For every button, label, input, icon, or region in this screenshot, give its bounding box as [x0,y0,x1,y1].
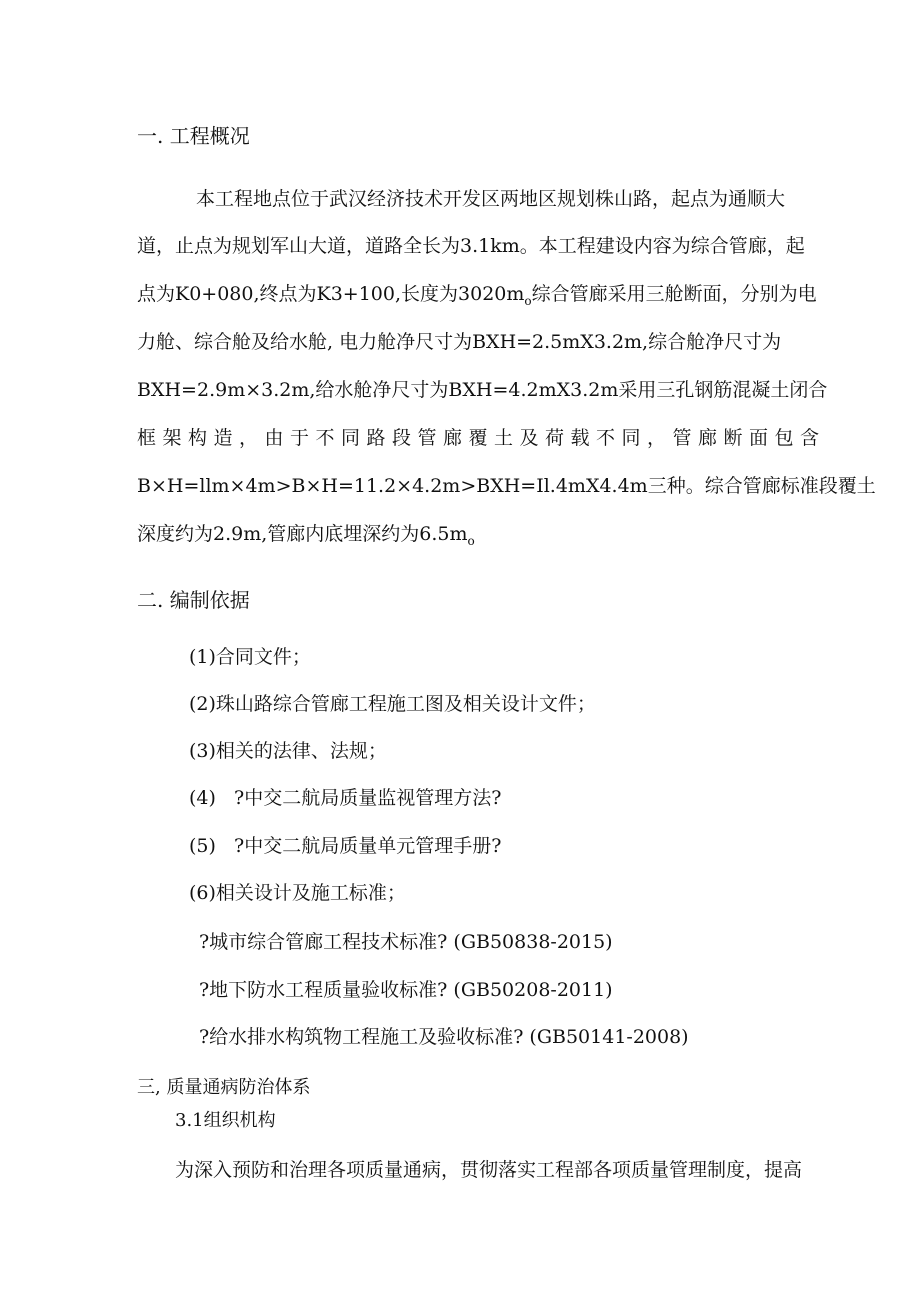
paragraph-text: 综合管廊采用三舱断面，分别为电 [531,283,817,305]
paragraph-line: BXH=2.9m×3.2m,给水舱净尺寸为BXH=4.2mX3.2m采用三孔钢筋混凝土闭合 [137,379,828,401]
paragraph-line: 道，止点为规划军山大道，道路全长为3.1km。本工程建设内容为综合管廊，起 [137,235,805,257]
sub-heading-organization: 3.1组织机构 [175,1110,276,1131]
standard-item: ?城市综合管廊工程技术标准? (GB50838-2015) [199,931,613,953]
section-heading-basis: 二. 编制依据 [137,588,250,612]
paragraph-text: 深度约为2.9m,管廊内底埋深约为6.5m [137,523,468,545]
paragraph-line: 力舱、综合舱及给水舱, 电力舱净尺寸为BXH=2.5mX3.2m,综合舱净尺寸为 [137,331,782,353]
paragraph-line: 本工程地点位于武汉经济技术开发区两地区规划株山路，起点为通顺大 [196,188,786,210]
paragraph-line: B×H=llm×4m>B×H=11.2×4.2m>BXH=Il.4mX4.4m三种。综合管廊标准段覆土 [137,475,876,497]
list-item: (4) ?中交二航局质量监视管理方法? [189,787,502,809]
list-item: (5) ?中交二航局质量单元管理手册? [189,835,502,857]
paragraph-line: 为深入预防和治理各项质量通病，贯彻落实工程部各项质量管理制度，提高 [175,1159,803,1181]
list-item: (2)珠山路综合管廊工程施工图及相关设计文件； [189,693,596,715]
subscript-o: o [524,293,532,308]
list-item: (1)合同文件； [189,646,311,668]
list-item: (3)相关的法律、法规； [189,740,387,762]
section-heading-quality: 三, 质量通病防治体系 [137,1077,311,1098]
section-heading-overview: 一. 工程概况 [137,124,250,148]
list-item: (6)相关设计及施工标准； [189,882,406,904]
paragraph-line: 框架构造，由于不同路段管廊覆土及荷载不同，管廊断面包含 [137,427,826,449]
paragraph-line-with-subscript [137,522,475,553]
standard-item: ?给水排水构筑物工程施工及验收标准? (GB50141-2008) [199,1026,689,1048]
paragraph-text: 点为K0+080,终点为K3+100,长度为3020m [137,283,525,305]
standard-item: ?地下防水工程质量验收标准? (GB50208-2011) [199,979,613,1001]
subscript-o: o [467,533,475,548]
paragraph-line-with-subscript [137,282,817,313]
